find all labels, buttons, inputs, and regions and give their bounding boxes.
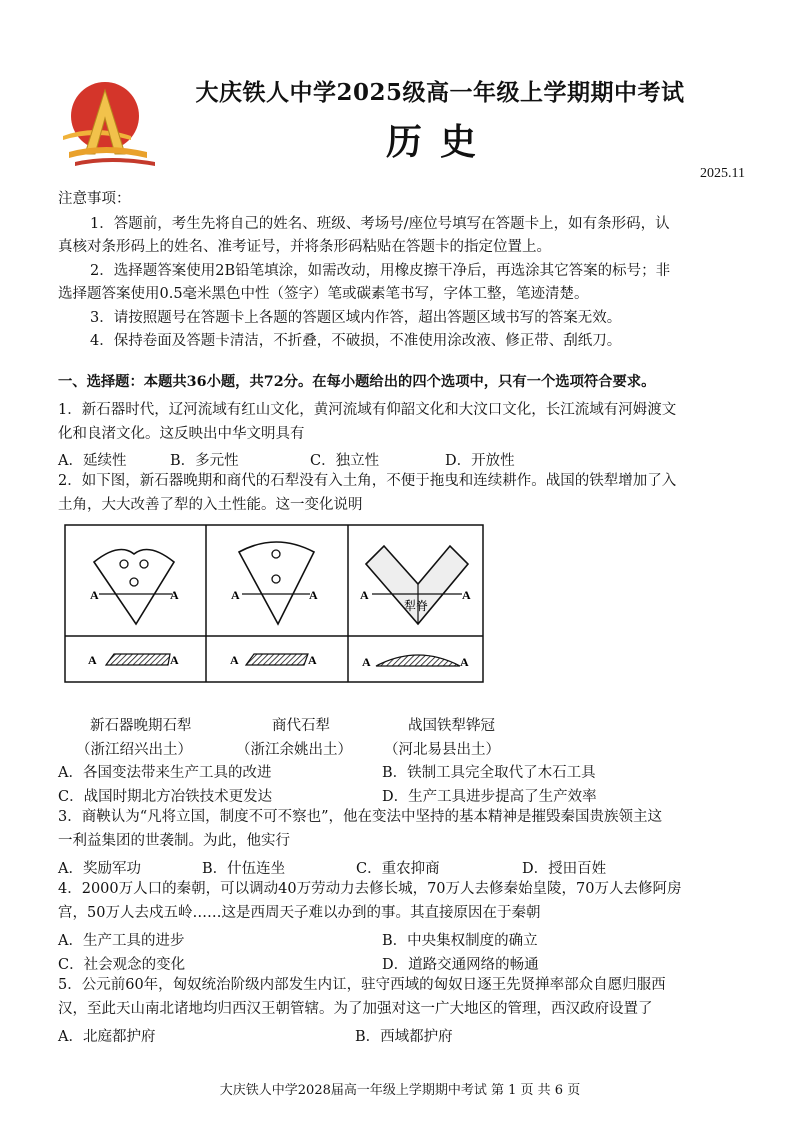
school-logo xyxy=(55,74,165,174)
question-5-line: 汉，至此天山南北诸地均归西汉王朝管辖。为了加强对这一广大地区的管理，西汉政府设置了 xyxy=(58,1001,653,1017)
figure-caption: 战国铁犁铧冠 xyxy=(408,718,495,734)
plough-figure xyxy=(64,524,484,683)
ridge-label: 犁脊 xyxy=(404,599,429,613)
q1-option-a: A．延续性 xyxy=(58,453,127,469)
section-label: A xyxy=(170,653,179,667)
q3-option-d: D．授田百姓 xyxy=(522,861,607,877)
figure-origin: （浙江余姚出土） xyxy=(236,742,352,758)
q3-option-b: B．什伍连坐 xyxy=(202,861,286,877)
q5-option-b: B．西域都护府 xyxy=(355,1029,453,1045)
section-label: A xyxy=(362,655,371,669)
page-footer: 大庆铁人中学2028届高一年级上学期期中考试 第 1 页 共 6 页 xyxy=(219,1083,581,1098)
section-label: A xyxy=(360,588,369,602)
question-4-line: 4．2000万人口的秦朝，可以调动40万劳动力去修长城，70万人去修秦始皇陵，70万人去修阿房 xyxy=(58,881,682,897)
neolithic-plough-drawing xyxy=(88,550,179,668)
q1-option-d: D．开放性 xyxy=(445,453,515,469)
q3-option-a: A．奖励军功 xyxy=(58,861,141,877)
q2-option-a: A．各国变法带来生产工具的改进 xyxy=(58,765,272,781)
figure-origin: （河北易县出土） xyxy=(384,742,500,758)
figure-caption: 商代石犁 xyxy=(272,718,330,734)
exam-title: 大庆铁人中学2025级高一年级上学期期中考试 xyxy=(195,79,685,106)
q1-option-b: B．多元性 xyxy=(170,453,239,469)
figure-caption: 新石器晚期石犁 xyxy=(90,718,192,734)
warring-states-plough-drawing xyxy=(360,546,471,669)
q1-option-c: C．独立性 xyxy=(310,453,380,469)
question-2-line: 2．如下图，新石器晚期和商代的石犁没有入土角，不便于拖曳和连续耕作。战国的铁犁增加了入 xyxy=(58,473,677,489)
section-label: A xyxy=(462,588,471,602)
notice-line: 真核对条形码上的姓名、准考证号，并将条形码粘贴在答题卡的指定位置上。 xyxy=(58,239,551,255)
subject-title: 历史 xyxy=(385,121,494,163)
notice-line: 选择题答案使用0.5毫米黑色中性（签字）笔或碳素笔书写，字体工整，笔迹清楚。 xyxy=(58,286,589,302)
question-1-line: 1．新石器时代，辽河流域有红山文化，黄河流域有仰韶文化和大汶口文化，长江流域有河姆渡文 xyxy=(58,402,677,418)
section-label: A xyxy=(90,588,99,602)
section-label: A xyxy=(309,588,318,602)
section-label: A xyxy=(170,588,179,602)
q2-option-d: D．生产工具进步提高了生产效率 xyxy=(382,789,597,805)
section-label: A xyxy=(230,653,239,667)
notice-line: 1．答题前，考生先将自己的姓名、班级、考场号/座位号填写在答题卡上，如有条形码，认 xyxy=(90,216,670,232)
section-label: A xyxy=(308,653,317,667)
figure-origin: （浙江绍兴出土） xyxy=(76,742,192,758)
question-3-line: 一利益集团的世袭制。为此，他实行 xyxy=(58,833,290,849)
q4-option-c: C．社会观念的变化 xyxy=(58,957,186,973)
section-label: A xyxy=(231,588,240,602)
q2-option-b: B．铁制工具完全取代了木石工具 xyxy=(382,765,596,781)
notice-line: 2．选择题答案使用2B铅笔填涂，如需改动，用橡皮擦干净后，再选涂其它答案的标号；非 xyxy=(90,263,671,279)
question-1-line: 化和良渚文化。这反映出中华文明具有 xyxy=(58,426,305,442)
section-heading: 一、选择题：本题共36小题，共72分。在每小题给出的四个选项中，只有一个选项符合要求。 xyxy=(58,374,656,390)
q5-option-a: A．北庭都护府 xyxy=(58,1029,156,1045)
shang-plough-drawing xyxy=(230,542,318,667)
notice-heading: 注意事项： xyxy=(58,191,131,207)
q4-option-a: A．生产工具的进步 xyxy=(58,933,185,949)
q3-option-c: C．重农抑商 xyxy=(356,861,440,877)
exam-date: 2025.11 xyxy=(700,166,745,181)
notice-line: 4．保持卷面及答题卡清洁，不折叠，不破损，不准使用涂改液、修正带、刮纸刀。 xyxy=(90,333,622,349)
question-4-line: 宫，50万人去戍五岭……这是西周天子难以办到的事。其直接原因在于秦朝 xyxy=(58,905,541,921)
question-2-line: 土角，大大改善了犁的入土性能。这一变化说明 xyxy=(58,497,363,513)
section-label: A xyxy=(460,655,469,669)
section-label: A xyxy=(88,653,97,667)
q4-option-d: D．道路交通网络的畅通 xyxy=(382,957,539,973)
question-3-line: 3．商鞅认为“凡将立国，制度不可不察也”，他在变法中坚持的基本精神是摧毁秦国贵族领主这 xyxy=(58,809,663,825)
q2-option-c: C．战国时期北方冶铁技术更发达 xyxy=(58,789,273,805)
notice-line: 3．请按照题号在答题卡上各题的答题区域内作答，超出答题区域书写的答案无效。 xyxy=(90,310,622,326)
q4-option-b: B．中央集权制度的确立 xyxy=(382,933,538,949)
question-5-line: 5．公元前60年，匈奴统治阶级内部发生内讧，驻守西域的匈奴日逐王先贤掸率部众自愿归服西 xyxy=(58,977,666,993)
